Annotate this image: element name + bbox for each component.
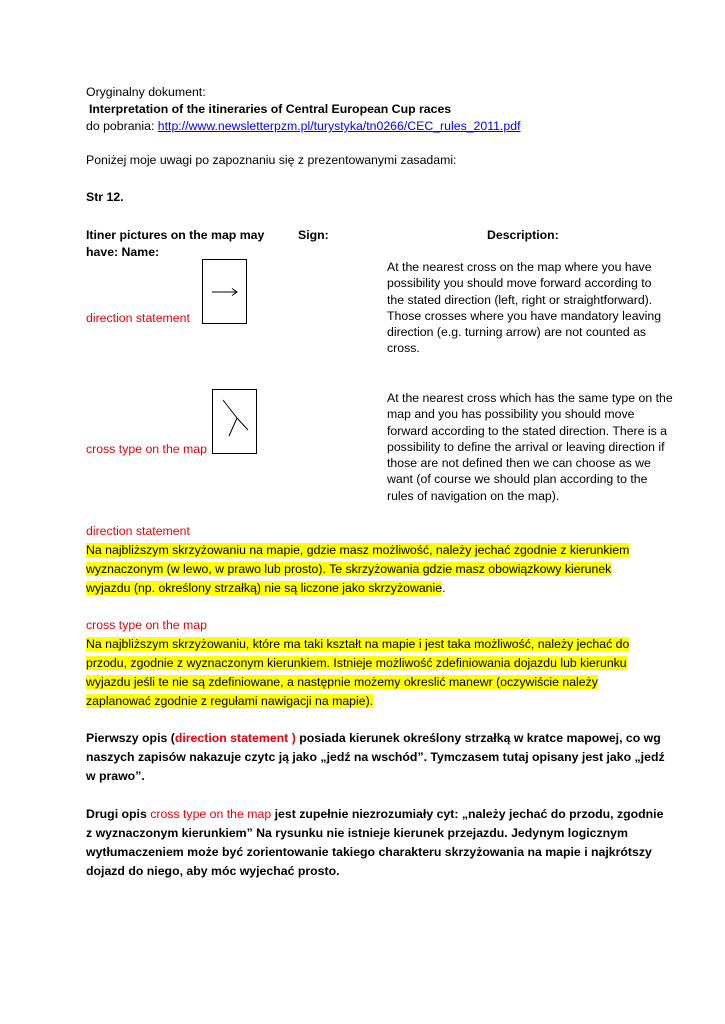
description-line: rules of navigation on the map). — [387, 488, 560, 503]
download-line — [86, 118, 521, 135]
comment-text: jest zupełnie niezrozumiały cyt: „należy jechać do przodu, zgodnie — [271, 807, 664, 821]
highlighted-text: przodu, zgodnie z wyznaczonym kierunkiem. Istnieje możliwość zdefiniowania dojazdu lub kierunku — [86, 656, 627, 670]
note-cross-type — [86, 635, 629, 711]
description-line: possibility you should move forward according to — [387, 276, 652, 291]
column-header-name — [86, 227, 264, 261]
description-line: At the nearest cross on the map where you have — [387, 260, 652, 274]
column-header-name-line2: have: Name: — [86, 245, 160, 259]
download-prefix: do pobrania: — [86, 119, 158, 133]
note-direction-statement — [86, 541, 629, 598]
row-description-direction-statement — [387, 259, 661, 357]
description-line: the stated direction (left, right or straightforward). — [387, 292, 653, 307]
comment-text: posiada kierunek określony strzałką w kratce mapowej, co wg — [295, 731, 661, 745]
description-line: forward according to the stated direction. There is a — [387, 423, 668, 438]
comment-text: naszych zapisów nakazuje czytc ją jako „jedź na wschód”. Tymczasem tutaj opisany jest jako „jedź — [86, 750, 665, 764]
comment-second — [86, 805, 663, 881]
comment-text: Pierwszy opis ( — [86, 731, 175, 745]
row-description-cross-type — [387, 390, 673, 504]
column-header-sign: Sign: — [298, 228, 329, 242]
comment-text: Drugi opis — [86, 807, 151, 821]
row-name-direction-statement: direction statement — [86, 311, 190, 325]
original-label: Oryginalny dokument: — [86, 85, 206, 99]
description-line: map and you has possibility you should move — [387, 407, 635, 422]
highlighted-text: wyjazdu jeśli te nie są zdefiniowane, a następnie możemy okreslić manewr (oczywiście należy — [86, 675, 598, 689]
highlighted-text: Na najbliższym skrzyżowaniu na mapie, gdzie masz możliwość, należy jechać zgodnie z kierunkiem — [86, 543, 630, 557]
highlighted-text: wyjazdu (np. określony strzałką) nie są liczone jako skrzyżowanie — [86, 581, 443, 595]
description-line: Those crosses where you have mandatory leaving — [387, 308, 662, 323]
junction-shape-sign-icon — [212, 389, 257, 454]
period: . — [442, 581, 446, 595]
description-line: possibility to define the arrival or leaving direction if — [387, 439, 665, 454]
comment-term: cross type on the map — [150, 807, 272, 821]
comment-text: z wyznaczonym kierunkiem” Na rysunku nie istnieje kierunek przejazdu. Jedynym logicznym — [86, 826, 628, 840]
document-title: Interpretation of the itineraries of Central European Cup races — [89, 102, 452, 116]
row-name-cross-type: cross type on the map — [86, 442, 207, 456]
comment-text: w prawo”. — [86, 769, 145, 783]
comment-text: wytłumaczeniem może być zorientowanie takiego charakteru skrzyżowania na mapie i najkrótszy — [86, 845, 652, 859]
highlighted-text: zaplanować zgodnie z regułami nawigacji na mapie). — [86, 694, 374, 708]
highlighted-text: Na najbliższym skrzyżowaniu, które ma taki kształt na mapie i jest taka możliwość, należy jechać do — [86, 637, 630, 651]
description-line: At the nearest cross which has the same type on the — [387, 391, 673, 405]
note-heading-cross-type: cross type on the map — [86, 618, 207, 632]
comment-text: dojazd do niego, aby móc wyjechać prosto. — [86, 864, 340, 878]
description-line: direction (e.g. turning arrow) are not counted as — [387, 325, 647, 340]
description-line: those are not defined then we can choose as we — [387, 456, 651, 471]
comment-first — [86, 729, 665, 786]
column-header-name-line1: Itiner pictures on the map may — [86, 228, 265, 242]
download-link[interactable]: http://www.newsletterpzm.pl/turystyka/tn0266/CEC_rules_2011.pdf — [157, 119, 521, 133]
arrow-right-sign-icon — [202, 259, 247, 324]
intro-text: Poniżej moje uwagi po zapoznaniu się z prezentowanymi zasadami: — [86, 153, 457, 167]
description-line: want (of course we should plan according to the — [387, 472, 648, 487]
description-line: cross. — [387, 341, 420, 356]
highlighted-text: wyznaczonym (w lewo, w prawo lub prosto). Te skrzyżowania gdzie masz obowiązkowy kierunek — [86, 562, 612, 576]
note-heading-direction-statement: direction statement — [86, 524, 190, 538]
comment-term: direction statement ) — [174, 731, 296, 745]
page-reference: Str 12. — [86, 190, 124, 204]
column-header-description: Description: — [487, 228, 559, 242]
